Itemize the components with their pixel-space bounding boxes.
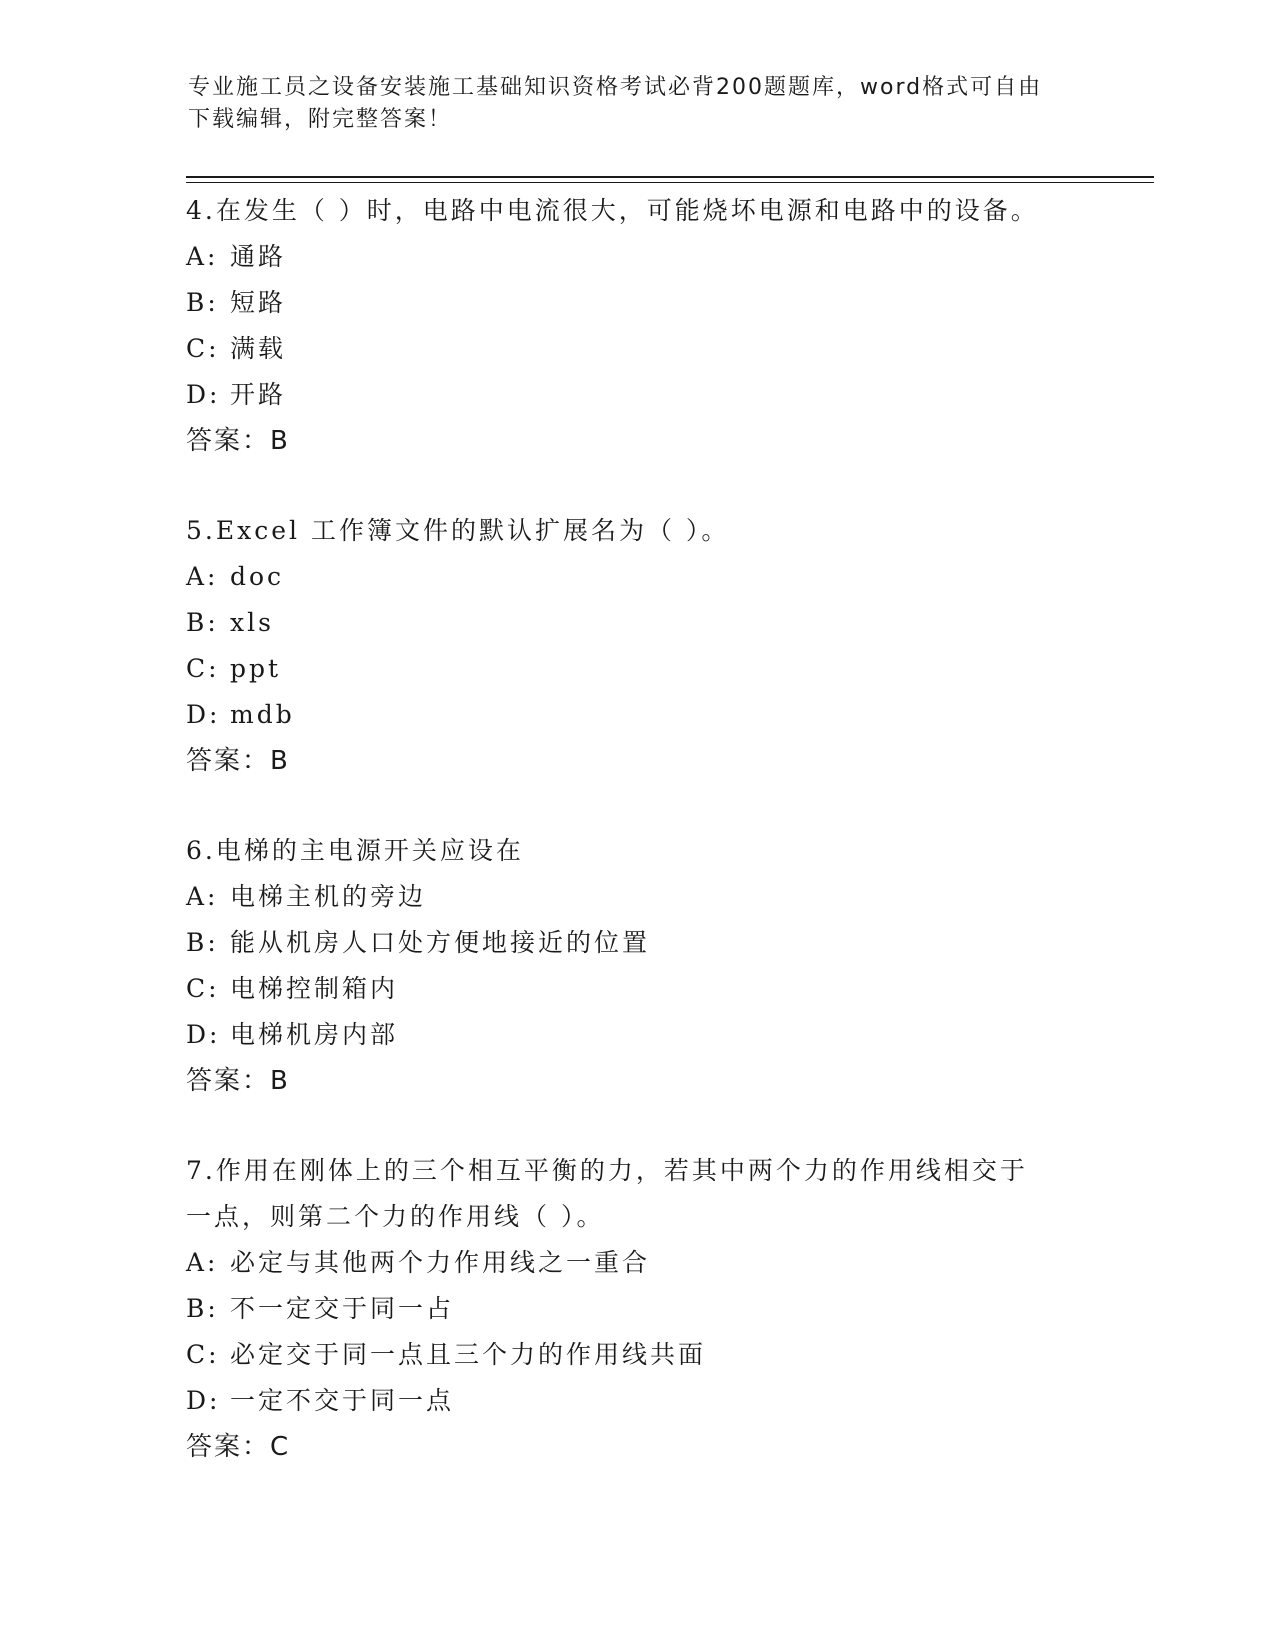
question-7 xyxy=(186,1148,1086,1470)
question-4 xyxy=(186,188,1086,464)
question-stem-line-2: 一点，则第二个力的作用线（ ）。 xyxy=(186,1202,605,1231)
option-d xyxy=(186,1012,1086,1058)
option-text: 短路 xyxy=(230,288,287,317)
option-b xyxy=(186,280,1086,326)
option-letter: B: xyxy=(186,928,219,957)
question-spacer xyxy=(186,784,1086,828)
answer-line: 答案：B xyxy=(186,1066,290,1096)
option-b xyxy=(186,1286,1086,1332)
option-text: 能从机房人口处方便地接近的位置 xyxy=(230,928,651,957)
option-c xyxy=(186,326,1086,372)
question-spacer xyxy=(186,464,1086,508)
option-letter: C: xyxy=(186,654,220,683)
option-a xyxy=(186,554,1086,600)
option-a xyxy=(186,1240,1086,1286)
option-letter: B: xyxy=(186,608,219,637)
option-c xyxy=(186,646,1086,692)
header-divider-top xyxy=(186,176,1154,178)
option-letter: A: xyxy=(186,882,219,911)
option-b xyxy=(186,920,1086,966)
option-a xyxy=(186,874,1086,920)
question-list xyxy=(186,188,1086,1470)
option-text: 满载 xyxy=(230,334,287,363)
answer-line: 答案：B xyxy=(186,746,290,776)
document-header xyxy=(188,72,1068,136)
option-letter: B: xyxy=(186,1294,219,1323)
option-letter: D: xyxy=(186,380,221,409)
option-letter: D: xyxy=(186,1386,221,1415)
option-b xyxy=(186,600,1086,646)
option-letter: C: xyxy=(186,334,220,363)
option-letter: C: xyxy=(186,1340,220,1369)
option-text: 开路 xyxy=(230,380,287,409)
option-letter: C: xyxy=(186,974,220,1003)
header-line-1: 专业施工员之设备安装施工基础知识资格考试必背200题题库，word格式可自由 xyxy=(188,75,1043,100)
option-text: 电梯控制箱内 xyxy=(230,974,399,1003)
option-c xyxy=(186,1332,1086,1378)
option-text: 电梯机房内部 xyxy=(230,1020,399,1049)
option-d xyxy=(186,692,1086,738)
option-letter: A: xyxy=(186,242,219,271)
option-letter: A: xyxy=(186,1248,219,1277)
question-spacer xyxy=(186,1104,1086,1148)
option-text: 电梯主机的旁边 xyxy=(230,882,427,911)
question-stem: 4.在发生（ ）时，电路中电流很大，可能烧坏电源和电路中的设备。 xyxy=(186,196,1039,225)
option-c xyxy=(186,966,1086,1012)
option-d xyxy=(186,372,1086,418)
option-letter: A: xyxy=(186,562,219,591)
question-stem: 6.电梯的主电源开关应设在 xyxy=(186,836,524,865)
option-letter: D: xyxy=(186,700,221,729)
answer-line: 答案：B xyxy=(186,426,290,456)
option-d xyxy=(186,1378,1086,1424)
header-line-2: 下载编辑，附完整答案！ xyxy=(188,107,453,132)
header-divider-bottom xyxy=(186,182,1154,183)
option-a xyxy=(186,234,1086,280)
option-text: mdb xyxy=(230,700,295,729)
option-letter: D: xyxy=(186,1020,221,1049)
option-text: 必定交于同一点且三个力的作用线共面 xyxy=(230,1340,707,1369)
question-stem: 5.Excel 工作簿文件的默认扩展名为（ ）。 xyxy=(186,516,730,545)
option-text: xls xyxy=(230,608,274,637)
question-stem-line-1: 7.作用在刚体上的三个相互平衡的力，若其中两个力的作用线相交于 xyxy=(186,1156,1028,1185)
option-text: 必定与其他两个力作用线之一重合 xyxy=(230,1248,651,1277)
option-text: ppt xyxy=(230,654,282,683)
option-text: doc xyxy=(230,562,285,591)
option-text: 一定不交于同一点 xyxy=(230,1386,455,1415)
option-text: 通路 xyxy=(230,242,287,271)
question-6 xyxy=(186,828,1086,1104)
answer-line: 答案：C xyxy=(186,1432,291,1462)
option-text: 不一定交于同一占 xyxy=(230,1294,455,1323)
question-5 xyxy=(186,508,1086,784)
option-letter: B: xyxy=(186,288,219,317)
